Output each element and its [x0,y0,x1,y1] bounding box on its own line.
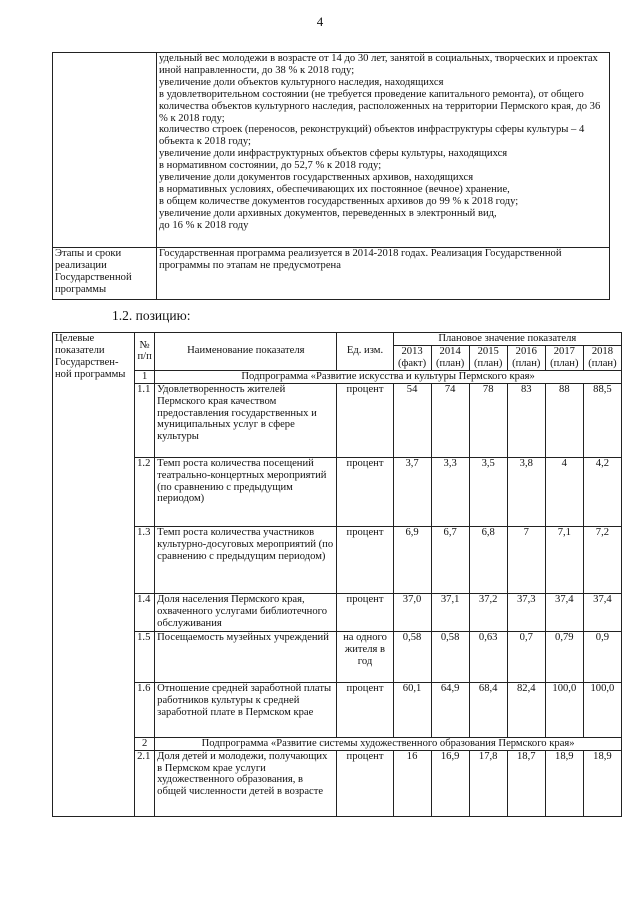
row-value: 37,4 [545,593,583,631]
header-year: 2016 (план) [507,346,545,371]
target-indicators-label: Целевые показатели Государствен-ной программы [53,333,135,817]
row-value: 6,7 [431,526,469,593]
row-num: 1.6 [135,682,155,737]
row-value: 18,9 [583,750,621,816]
row-value: 7,2 [583,526,621,593]
row-value: 37,3 [507,593,545,631]
row-name: Посещаемость музейных учреждений [155,631,337,682]
row-num: 1.5 [135,631,155,682]
header-plan: Плановое значение показателя [393,333,621,346]
row-value: 3,8 [507,457,545,526]
table-row [53,457,622,526]
subprogram-title: Подпрограмма «Развитие искусства и культуры Пермского края» [155,370,622,383]
row-value: 82,4 [507,682,545,737]
row-num: 1.1 [135,383,155,457]
row-value: 0,7 [507,631,545,682]
row-num: 2.1 [135,750,155,816]
header-year: 2013 (факт) [393,346,431,371]
row-value: 88,5 [583,383,621,457]
row-num: 1.4 [135,593,155,631]
row-name: Удовлетворенность жителей Пермского края качеством предоставления государственных и муниципальных услуг в сфере культуры [155,383,337,457]
section-title: 1.2. позицию: [112,308,191,323]
row-value: 37,0 [393,593,431,631]
table-row [53,631,622,682]
table-row [53,383,622,457]
row-value: 100,0 [545,682,583,737]
row-value: 60,1 [393,682,431,737]
row-value: 0,58 [431,631,469,682]
row-value: 0,63 [469,631,507,682]
row-name: Доля детей и молодежи, получающих в Пермском крае услуги художественного образования, в общей численности детей в возрасте [155,750,337,816]
header-year: 2018 (план) [583,346,621,371]
row-name: Отношение средней заработной платы работников культуры к средней заработной плате в Пермском крае [155,682,337,737]
row-unit: процент [337,750,393,816]
row-value: 6,8 [469,526,507,593]
header-num: № п/п [135,333,155,371]
row-unit: процент [337,526,393,593]
program-passport-table [52,52,610,300]
row-value: 3,3 [431,457,469,526]
row-value: 0,58 [393,631,431,682]
header-year: 2014 (план) [431,346,469,371]
row-value: 0,79 [545,631,583,682]
row-name: Темп роста количества участников культурно-досуговых мероприятий (по сравнению с предыдущим периодом) [155,526,337,593]
row-value: 37,1 [431,593,469,631]
row-value: 64,9 [431,682,469,737]
row-value: 3,7 [393,457,431,526]
row-name: Доля населения Пермского края, охваченного услугами библиотечного обслуживания [155,593,337,631]
row-value: 7 [507,526,545,593]
indicators-table [52,332,622,817]
row-unit: процент [337,593,393,631]
row-num: 1.3 [135,526,155,593]
row-unit: процент [337,682,393,737]
subprogram-title: Подпрограмма «Развитие системы художественного образования Пермского края» [155,737,622,750]
header-year: 2017 (план) [545,346,583,371]
row-name: Темп роста количества посещений театрально-концертных мероприятий (по сравнению с предыдущим периодом) [155,457,337,526]
row-value: 4,2 [583,457,621,526]
table-row [53,682,622,737]
page-number: 4 [316,14,324,29]
stages-text: Государственная программа реализуется в 2014-2018 годах. Реализация Государственной программы по этапам не предусмотрена [157,248,610,300]
row-value: 37,4 [583,593,621,631]
subprogram-num: 2 [135,737,155,750]
row-value: 100,0 [583,682,621,737]
header-unit: Ед. изм. [337,333,393,371]
row-value: 18,9 [545,750,583,816]
row-value: 88 [545,383,583,457]
row-value: 0,9 [583,631,621,682]
row-value: 16 [393,750,431,816]
row-unit: процент [337,383,393,457]
row-value: 37,2 [469,593,507,631]
row-value: 3,5 [469,457,507,526]
header-name: Наименование показателя [155,333,337,371]
row-value: 78 [469,383,507,457]
row-value: 18,7 [507,750,545,816]
table-row [53,593,622,631]
empty-cell [53,53,157,248]
row-value: 68,4 [469,682,507,737]
row-unit: процент [337,457,393,526]
row-num: 1.2 [135,457,155,526]
row-value: 74 [431,383,469,457]
header-year: 2015 (план) [469,346,507,371]
row-value: 7,1 [545,526,583,593]
subprogram-num: 1 [135,370,155,383]
table-row [53,750,622,816]
row-value: 17,8 [469,750,507,816]
stages-label: Этапы и сроки реализации Государственной программы [53,248,157,300]
row-value: 16,9 [431,750,469,816]
row-value: 4 [545,457,583,526]
row-value: 6,9 [393,526,431,593]
target-indicators-text: удельный вес молодежи в возрасте от 14 до 30 лет, занятой в социальных, творческих и проектах иной направленности, до 38 % к 2018 году; увеличение доли объектов культурного наследия, находящихся в удовлетворительном состоянии (не требуется проведение капитального ремонта), от общего количества объектов культурного наследия, расположенных на территории Пермского края, до 36 % к 2018 году; количество строек (переносов, реконструкций) объектов инфраструктуры сферы культуры – 4 объекта к 2018 году; увеличение доли инфраструктурных объектов сферы культуры, находящихся в нормативном состоянии, до 52,7 % к 2018 году; увеличение доли документов государственных архивов, находящихся в нормативных условиях, обеспечивающих их постоянное (вечное) хранение, в общем количестве документов государственных архивов до 99 % к 2018 году; увеличение доли архивных документов, переведенных в электронный вид, до 16 % к 2018 году [157,53,610,248]
row-value: 83 [507,383,545,457]
row-unit: на одного жителя в год [337,631,393,682]
table-row [53,526,622,593]
row-value: 54 [393,383,431,457]
